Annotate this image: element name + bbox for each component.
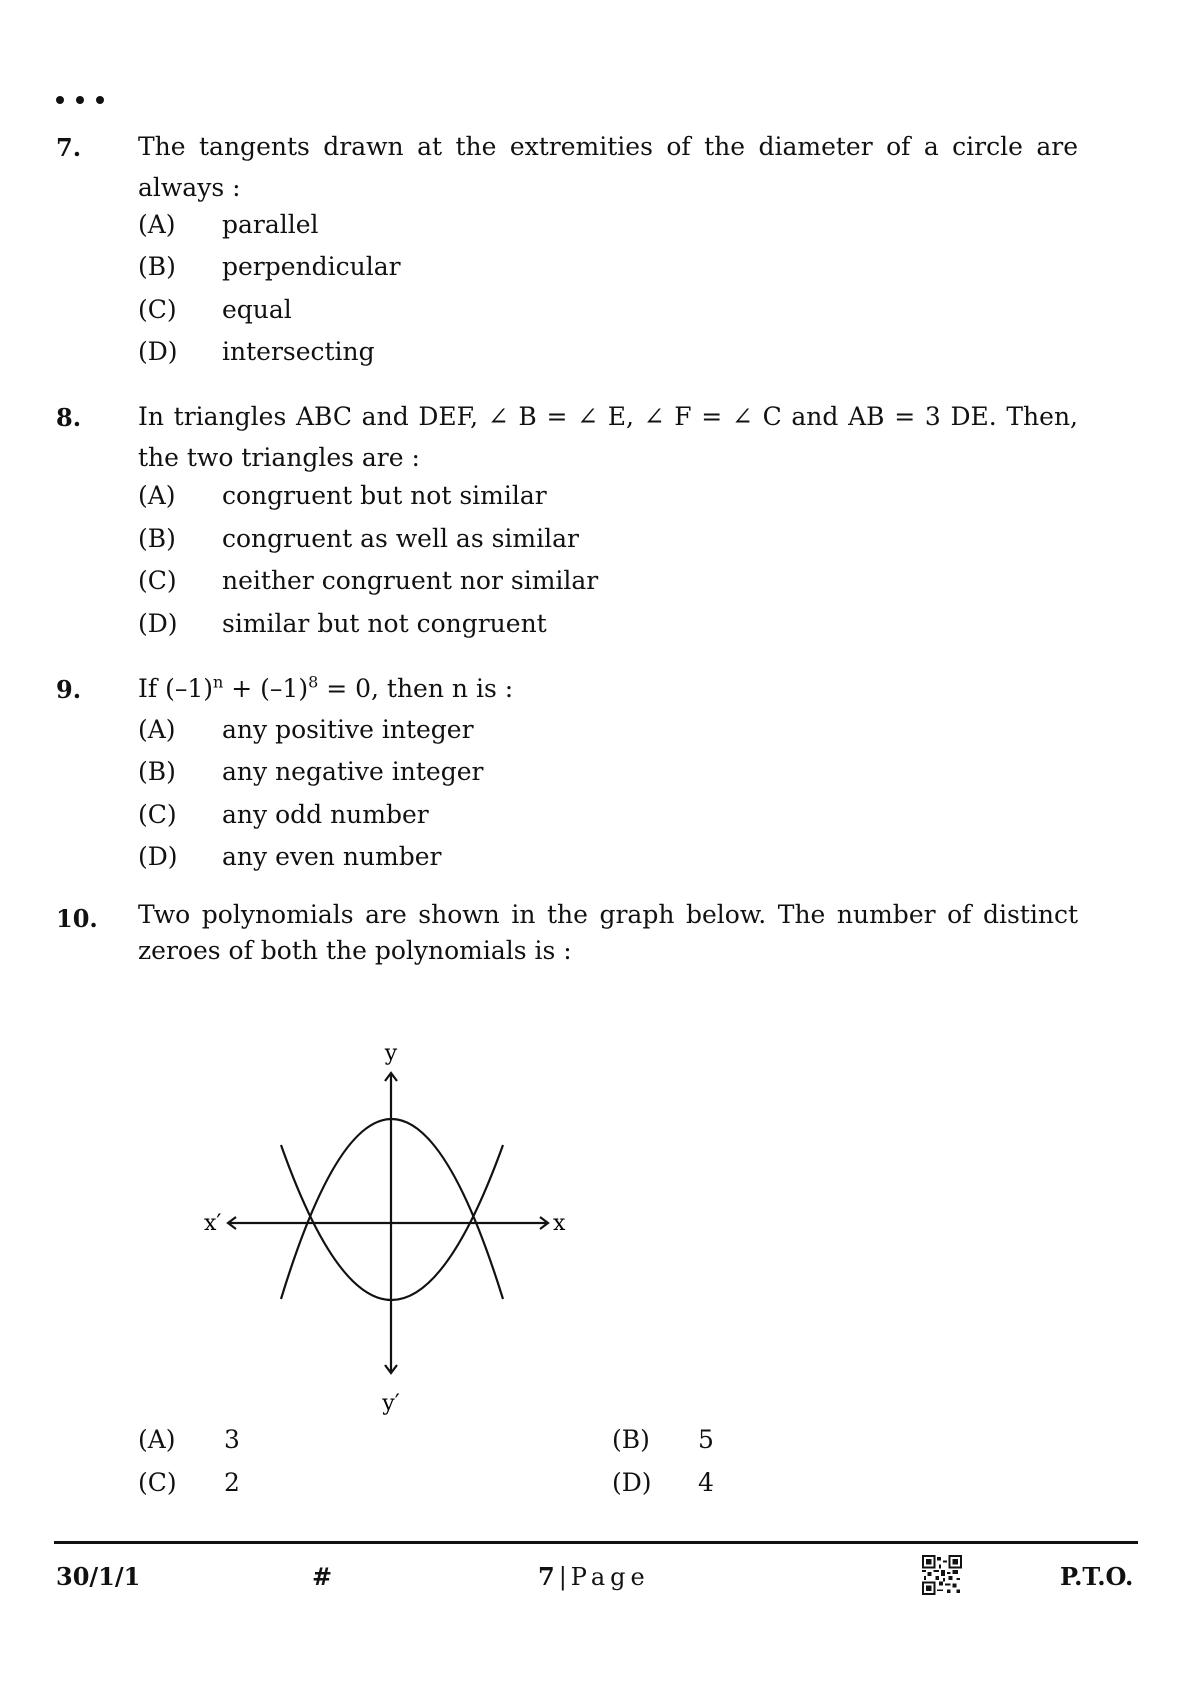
option-label: (C) [138,295,177,324]
question-number: 9. [56,675,82,704]
page-number-value: 7 [538,1562,555,1591]
option-d [138,842,442,882]
option-label: (A) [138,481,176,510]
option-c [138,1468,240,1497]
question-text [138,668,1078,709]
option-b [138,757,483,797]
x-neg-axis-label: x′ [204,1211,222,1236]
paper-code: 30/1/1 [56,1562,141,1591]
option-text: parallel [222,210,319,239]
option-text: neither congruent nor similar [222,566,599,595]
option-d [138,337,375,377]
page-separator: | [558,1563,567,1591]
option-a [138,715,474,755]
option-label: (A) [138,715,176,744]
footer-divider [54,1541,1138,1544]
page-word: Page [570,1563,650,1591]
option-b [612,1425,714,1454]
question-number: 7. [56,133,82,162]
expr-part: + (–1) [223,674,309,703]
option-label: (D) [138,842,178,871]
option-text: any odd number [222,800,429,829]
expr-part: If (–1) [138,674,213,703]
pto-label: P.T.O. [1060,1562,1134,1591]
option-text: equal [222,295,292,324]
option-text: 4 [698,1468,714,1497]
option-label: (B) [612,1425,650,1454]
exponent: n [213,672,224,692]
option-label: (A) [138,210,176,239]
option-text: 2 [224,1468,240,1497]
dot [96,96,104,104]
page-number [538,1562,650,1591]
option-label: (A) [138,1425,176,1454]
option-label: (D) [138,337,178,366]
option-label: (C) [138,1468,177,1497]
option-text: 5 [698,1425,714,1454]
option-text: congruent but not similar [222,481,547,510]
dot [76,96,84,104]
qr-code-icon [922,1555,962,1595]
option-text: perpendicular [222,252,401,281]
option-c [138,800,429,840]
option-a [138,210,319,250]
polynomial-graph [200,1040,580,1420]
option-d [612,1468,714,1497]
option-text: any negative integer [222,757,484,786]
question-number: 10. [56,904,98,933]
option-label: (C) [138,800,177,829]
expr-part: = 0, then n is : [318,674,514,703]
y-neg-axis-label: y′ [382,1391,400,1416]
option-text: any positive integer [222,715,474,744]
y-axis-label: y [384,1041,398,1066]
option-label: (B) [138,524,176,553]
option-text: intersecting [222,337,375,366]
option-label: (B) [138,252,176,281]
x-axis-label: x [553,1211,566,1236]
option-label: (D) [138,609,178,638]
option-c [138,566,598,606]
dot [56,96,64,104]
question-text: The tangents drawn at the extremities of the diameter of a circle are always : [138,132,1078,202]
option-b [138,524,579,564]
axes [228,1073,548,1373]
option-text: any even number [222,842,442,871]
option-text: 3 [224,1425,240,1454]
option-text: similar but not congruent [222,609,547,638]
question-text: In triangles ABC and DEF, ∠ B = ∠ E, ∠ F = ∠ C and AB = 3 DE. Then, the two triangles are : [138,402,1078,472]
continuation-dots [56,96,104,104]
option-b [138,252,401,292]
question-number: 8. [56,403,82,432]
option-c [138,295,292,335]
option-text: congruent as well as similar [222,524,579,553]
option-label: (B) [138,757,176,786]
option-a [138,481,547,521]
option-label: (C) [138,566,177,595]
option-a [138,1425,240,1454]
hash-mark: # [312,1562,333,1591]
question-text: Two polynomials are shown in the graph below. The number of distinct zeroes of both the polynomials is : [138,900,1078,965]
option-label: (D) [612,1468,652,1497]
exponent: 8 [308,672,319,692]
option-d [138,609,547,649]
